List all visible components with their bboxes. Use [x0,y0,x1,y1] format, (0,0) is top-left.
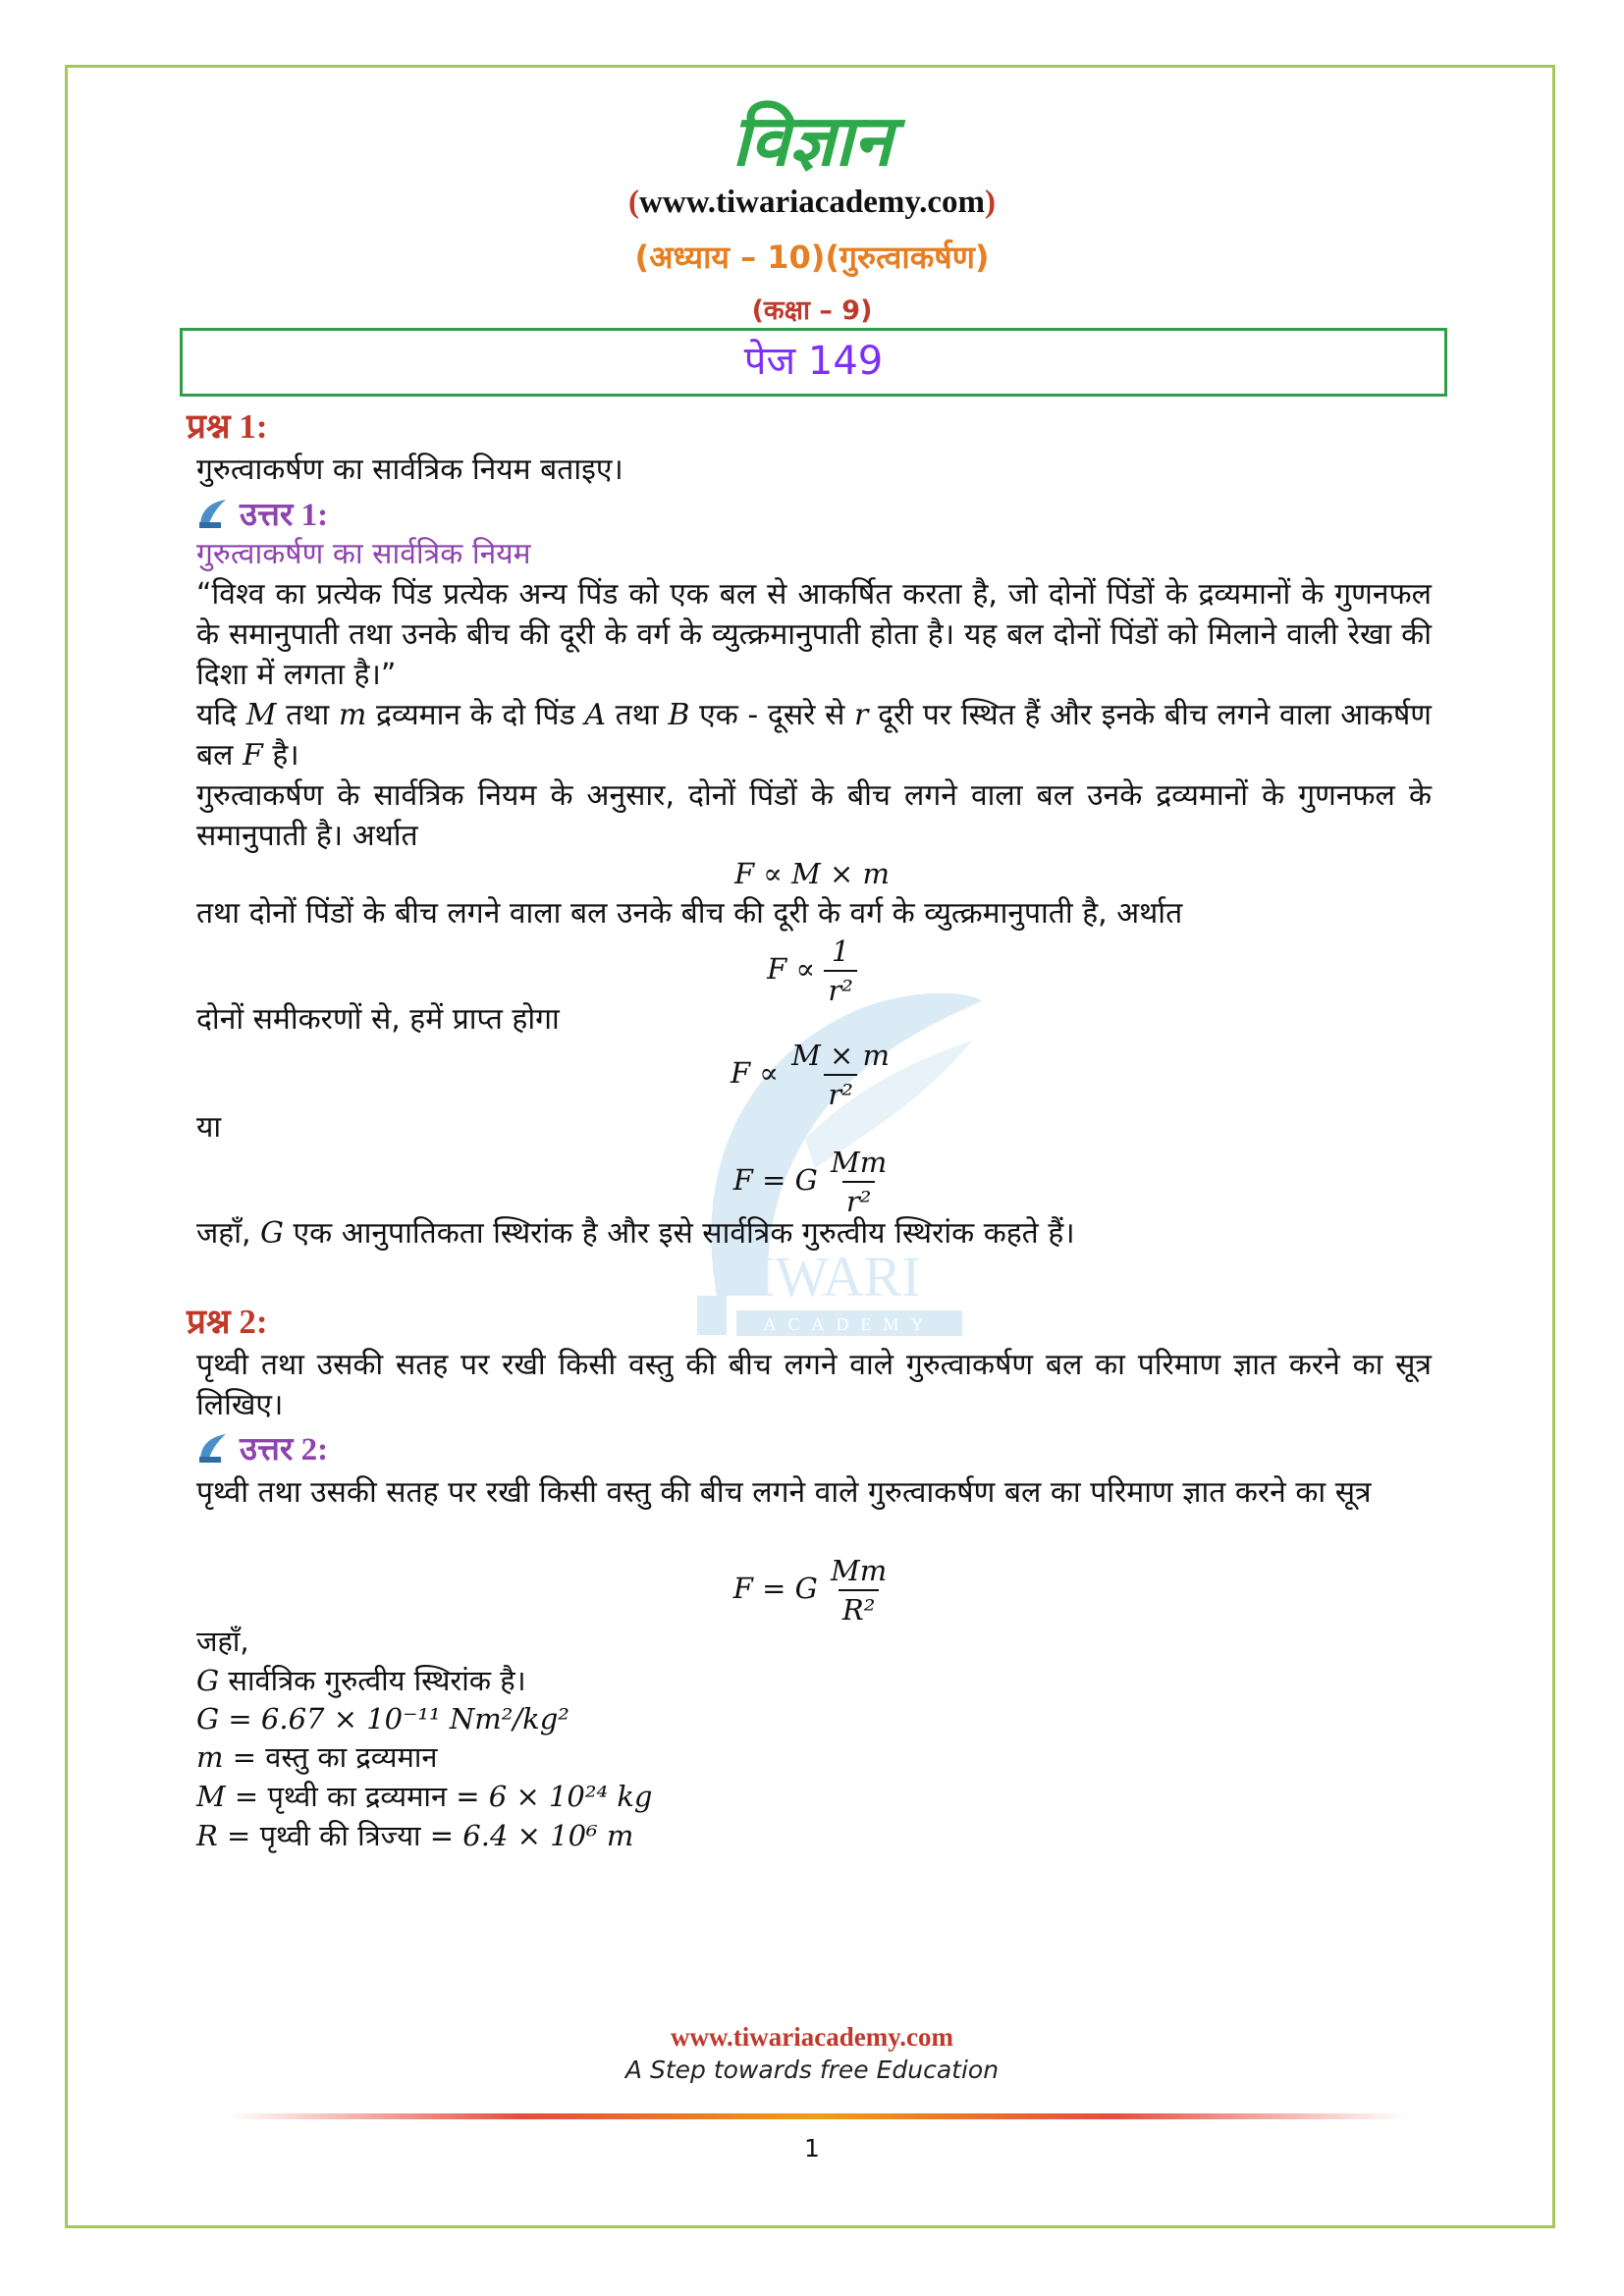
watermark-line2: ACADEMY [763,1314,936,1334]
footer-tagline: A Step towards free Education [624,2056,1000,2084]
q1-para4: तथा दोनों पिंडों के बीच लगने वाला बल उनके बीच की दूरी के वर्ग के व्युत्क्रमानुपाती है, अर्थात [196,896,1183,931]
class-label: (कक्षा – 9) [751,295,873,326]
q1-para7: जहाँ, G एक आनुपातिकता स्थिरांक है और इसे सार्वत्रिक गुरुत्वीय स्थिरांक कहते हैं। [196,1216,1075,1251]
page-label-box: पेज 149 [180,328,1447,397]
q1-question: गुरुत्वाकर्षण का सार्वत्रिक नियम बताइए। [196,453,623,487]
q2-line2: G = 6.67 × 10⁻¹¹ Nm²/kg² [196,1702,569,1735]
q2-answer-heading: उत्तर 2: [196,1425,328,1469]
q2-line5: R = पृथ्वी की त्रिज्या = 6.4 × 10⁶ m [196,1819,634,1852]
q2-heading: प्रश्न 2: [187,1303,268,1341]
q1-eq2: F ∝ $\frac{1}{\text{r²}}$ [0,934,1624,1007]
q2-eq: F = G $\frac{Mm}{\text{R²}}$ [732,1554,888,1627]
q2-line1: G सार्वत्रिक गुरुत्वीय स्थिरांक है। [196,1664,526,1697]
leaf-logo-icon [196,1431,230,1465]
q2-line3: m = वस्तु का द्रव्यमान [196,1740,438,1774]
q1-para6: या [196,1110,222,1145]
q1-answer-heading: उत्तर 1: [196,491,328,535]
footer-divider [228,2113,1406,2119]
q1-eq1: F ∝ M × m [733,857,891,890]
q2-answer: पृथ्वी तथा उसकी सतह पर रखी किसी वस्तु की बीच लगने वाले गुरुत्वाकर्षण बल का परिमाण ज्ञात करने का सूत्र [196,1475,1372,1510]
footer-site-link[interactable]: www.tiwariacademy.com [671,2022,953,2052]
q2-where: जहाँ, [196,1625,249,1658]
q2-question: पृथ्वी तथा उसकी सतह पर रखी किसी वस्तु की बीच लगने वाले गुरुत्वाकर्षण बल का परिमाण ज्ञात करने का सूत्र लिखिए। [196,1348,1432,1422]
q2-line4: M = पृथ्वी का द्रव्यमान = 6 × 10²⁴ kg [196,1780,653,1813]
q1-eq3: F ∝ $\frac{M \times m}{\text{r²}}$ [730,1039,891,1111]
doc-title: विज्ञान [731,99,893,182]
q1-para3: गुरुत्वाकर्षण के सार्वत्रिक नियम के अनुसार, दोनों पिंडों के बीच लगने वाला बल उनके द्रव्यमानों के गुणनफल के समानुपाती है। अर्थात [196,778,1432,853]
q1-para5: दोनों समीकरणों से, हमें प्राप्त होगा [196,1002,560,1037]
chapter-label: (अध्याय – 10)(गुरुत्वाकर्षण) [634,239,990,276]
watermark-line1: IWARI [756,1245,921,1308]
q1-eq4: F = G $\frac{Mm}{\text{r²}}$ [732,1146,888,1218]
q1-para1: “विश्व का प्रत्येक पिंड प्रत्येक अन्य पिंड को एक बल से आकर्षित करता है, जो दोनों पिंडों के द्रव्यमानों के गुणनफल के समानुपाती तथा उनके बीच की दूरी के वर्ग के व्युत्क्रमानुपाती होता है। यह बल दोनों पिंडों को मिलाने वाली रेखा की दिशा में लगता है।” [196,577,1432,692]
q1-heading: प्रश्न 1: [187,407,268,446]
q1-para2: यदि M तथा m द्रव्यमान के दो पिंड A तथा B एक - दूसरे से r दूरी पर स्थित हैं और इनके बीच लगने वाला आकर्षण बल F है। [196,698,1432,773]
header-site-link[interactable]: www.tiwariacademy.com [639,185,985,220]
page-number: 1 [804,2134,820,2163]
leaf-logo-icon [196,497,230,530]
q1-subheading: गुरुत्वाकर्षण का सार्वत्रिक नियम [196,537,531,571]
header-site: (www.tiwariacademy.com) [628,185,996,220]
